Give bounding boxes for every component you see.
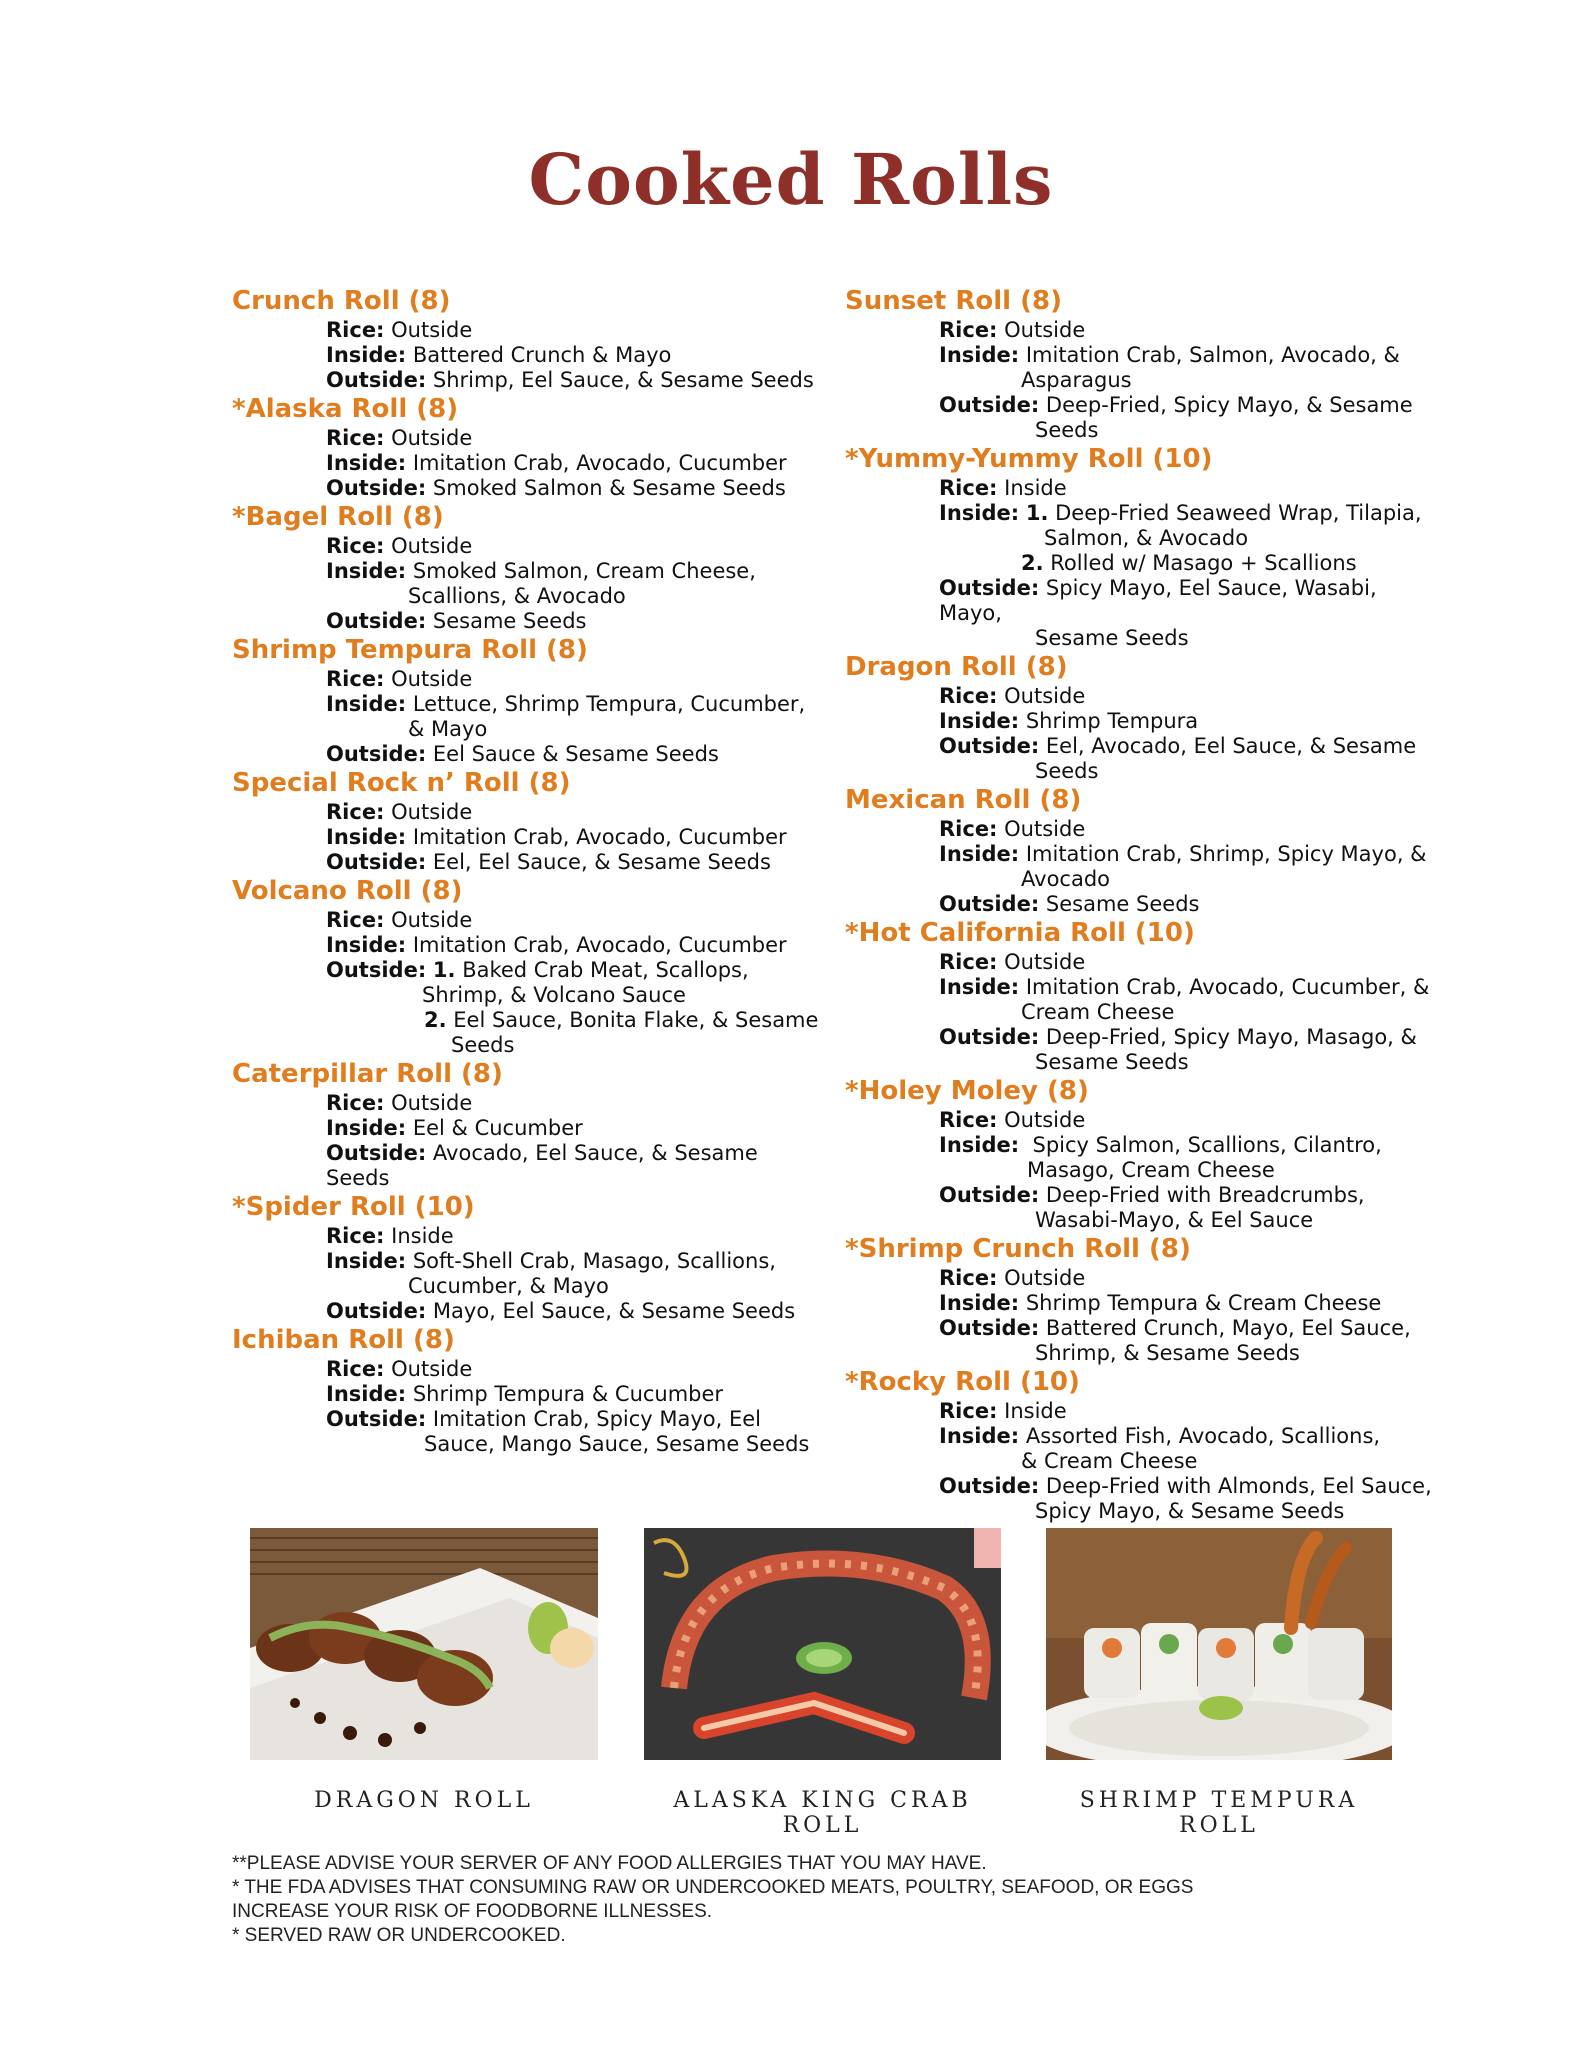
inside-line: Inside: Soft-Shell Crab, Masago, Scallions,: [326, 1249, 776, 1273]
outside-line: Outside: Eel, Avocado, Eel Sauce, & Sesame: [939, 734, 1417, 758]
outside-continued: Wasabi-Mayo, & Eel Sauce: [1035, 1208, 1314, 1232]
inside-line: Inside: Battered Crunch & Mayo: [326, 343, 672, 367]
roll-name: *Hot California Roll (10): [845, 918, 1195, 948]
outside-continued: Shrimp, & Sesame Seeds: [1035, 1341, 1300, 1365]
rice-line: Rice: Inside: [939, 1399, 1067, 1423]
rice-line: Rice: Outside: [326, 318, 473, 342]
dragon-roll-photo: [250, 1528, 598, 1760]
rice-line: Rice: Outside: [326, 908, 473, 932]
outside-line: Outside: Eel Sauce & Sesame Seeds: [326, 742, 719, 766]
roll-name: *Spider Roll (10): [232, 1192, 475, 1222]
outside-line: Outside: Imitation Crab, Spicy Mayo, Eel: [326, 1407, 762, 1431]
note-line: * SERVED RAW OR UNDERCOOKED.: [232, 1925, 566, 1946]
inside-line: Inside: Eel & Cucumber: [326, 1116, 583, 1140]
photo-caption: ALASKA KING CRAB ROLL: [673, 1788, 972, 1838]
inside-continued: Salmon, & Avocado: [1044, 526, 1249, 550]
roll-name: *Rocky Roll (10): [845, 1367, 1080, 1397]
outside-line: Outside: Spicy Mayo, Eel Sauce, Wasabi, Mayo,: [939, 576, 1377, 625]
menu-item: [232, 875, 822, 1058]
outside-line: Outside: 1. Baked Crab Meat, Scallops,: [326, 958, 749, 982]
outside-line: Outside: Deep-Fried, Spicy Mayo, & Sesame: [939, 393, 1413, 417]
roll-name: Sunset Roll (8): [845, 286, 1062, 316]
left-column: [232, 285, 822, 1457]
inside-line: Inside: 1. Deep-Fried Seaweed Wrap, Tilapia,: [939, 501, 1422, 525]
rice-line: Rice: Outside: [326, 1357, 473, 1381]
inside-line: Inside: Shrimp Tempura: [939, 709, 1199, 733]
note-line: INCREASE YOUR RISK OF FOODBORNE ILLNESSES.: [232, 1901, 713, 1922]
menu-item: [845, 285, 1445, 443]
outside-step-2: 2. Eel Sauce, Bonita Flake, & Sesame: [424, 1008, 819, 1032]
roll-name: *Yummy-Yummy Roll (10): [845, 444, 1213, 474]
rice-line: Rice: Outside: [939, 318, 1086, 342]
inside-continued: & Cream Cheese: [1021, 1449, 1198, 1473]
outside-line: Outside: Smoked Salmon & Sesame Seeds: [326, 476, 786, 500]
rice-line: Rice: Outside: [939, 1266, 1086, 1290]
roll-name: Mexican Roll (8): [845, 785, 1082, 815]
outside-line: Outside: Sesame Seeds: [326, 609, 587, 633]
menu-item: [845, 1233, 1445, 1366]
rice-line: Rice: Outside: [939, 684, 1086, 708]
allergy-notes: [232, 1852, 1382, 1948]
note-line: * THE FDA ADVISES THAT CONSUMING RAW OR UNDERCOOKED MEATS, POULTRY, SEAFOOD, OR EGGS: [232, 1877, 1194, 1898]
inside-line: Inside: Shrimp Tempura & Cream Cheese: [939, 1291, 1382, 1315]
roll-name: Shrimp Tempura Roll (8): [232, 635, 588, 665]
outside-continued: Sesame Seeds: [1035, 626, 1189, 650]
rice-line: Rice: Outside: [939, 950, 1086, 974]
menu-item: [232, 393, 822, 501]
outside-line: Outside: Mayo, Eel Sauce, & Sesame Seeds: [326, 1299, 796, 1323]
rice-line: Rice: Outside: [326, 426, 473, 450]
photo-strip: [0, 1528, 1582, 1768]
menu-item: [845, 917, 1445, 1075]
menu-item: [232, 634, 822, 767]
roll-name: Volcano Roll (8): [232, 876, 463, 906]
outside-continued: Seeds: [1035, 759, 1099, 783]
inside-line: Inside: Imitation Crab, Avocado, Cucumber: [326, 933, 787, 957]
outside-continued: Sesame Seeds: [1035, 1050, 1189, 1074]
photo-caption: DRAGON ROLL: [314, 1788, 534, 1813]
rice-line: Rice: Inside: [326, 1224, 454, 1248]
rice-line: Rice: Outside: [326, 800, 473, 824]
outside-continued: Spicy Mayo, & Sesame Seeds: [1035, 1499, 1345, 1523]
rice-line: Rice: Outside: [939, 1108, 1086, 1132]
rice-line: Rice: Outside: [326, 1091, 473, 1115]
rice-line: Rice: Inside: [939, 476, 1067, 500]
roll-name: *Bagel Roll (8): [232, 502, 444, 532]
menu-item: [232, 1058, 822, 1191]
outside-line: Outside: Sesame Seeds: [939, 892, 1200, 916]
rice-line: Rice: Outside: [326, 667, 473, 691]
alaska-king-crab-roll-photo: [644, 1528, 1001, 1760]
roll-name: Caterpillar Roll (8): [232, 1059, 503, 1089]
roll-name: Crunch Roll (8): [232, 286, 451, 316]
menu-item: [232, 767, 822, 875]
inside-continued: & Mayo: [408, 717, 488, 741]
inside-line: Inside: Imitation Crab, Avocado, Cucumber: [326, 825, 787, 849]
outside-continued: Sauce, Mango Sauce, Sesame Seeds: [424, 1432, 810, 1456]
menu-item: [845, 651, 1445, 784]
inside-continued: Scallions, & Avocado: [408, 584, 626, 608]
menu-item: [845, 1366, 1445, 1524]
menu-item: [845, 784, 1445, 917]
inside-step-2: 2. Rolled w/ Masago + Scallions: [1021, 551, 1357, 575]
roll-name: *Holey Moley (8): [845, 1076, 1089, 1106]
outside-line: Outside: Deep-Fried with Almonds, Eel Sauce,: [939, 1474, 1432, 1498]
inside-continued: Cream Cheese: [1021, 1000, 1175, 1024]
roll-name: Ichiban Roll (8): [232, 1325, 455, 1355]
page-title: Cooked Rolls: [528, 138, 1054, 221]
inside-line: Inside: Spicy Salmon, Scallions, Cilantro,: [939, 1133, 1382, 1157]
inside-line: Inside: Smoked Salmon, Cream Cheese,: [326, 559, 756, 583]
outside-line: Outside: Eel, Eel Sauce, & Sesame Seeds: [326, 850, 771, 874]
rice-line: Rice: Outside: [939, 817, 1086, 841]
inside-line: Inside: Assorted Fish, Avocado, Scallions,: [939, 1424, 1381, 1448]
inside-line: Inside: Lettuce, Shrimp Tempura, Cucumber,: [326, 692, 806, 716]
roll-name: Dragon Roll (8): [845, 652, 1068, 682]
outside-line: Outside: Deep-Fried, Spicy Mayo, Masago, &: [939, 1025, 1417, 1049]
outside-line: Outside: Shrimp, Eel Sauce, & Sesame Seeds: [326, 368, 814, 392]
right-column: [845, 285, 1445, 1524]
outside-continued: Shrimp, & Volcano Sauce: [422, 983, 686, 1007]
roll-name: Special Rock n’ Roll (8): [232, 768, 571, 798]
menu-item: [232, 1191, 822, 1324]
inside-line: Inside: Imitation Crab, Avocado, Cucumber, &: [939, 975, 1430, 999]
inside-continued: Asparagus: [1021, 368, 1132, 392]
inside-line: Inside: Imitation Crab, Salmon, Avocado, &: [939, 343, 1400, 367]
menu-item: [845, 443, 1445, 651]
inside-continued: Cucumber, & Mayo: [408, 1274, 609, 1298]
roll-name: *Alaska Roll (8): [232, 394, 459, 424]
inside-line: Inside: Imitation Crab, Shrimp, Spicy Mayo, &: [939, 842, 1427, 866]
rice-line: Rice: Outside: [326, 534, 473, 558]
shrimp-tempura-roll-photo: [1046, 1528, 1392, 1760]
note-line: **PLEASE ADVISE YOUR SERVER OF ANY FOOD ALLERGIES THAT YOU MAY HAVE.: [232, 1853, 987, 1874]
menu-item: [845, 1075, 1445, 1233]
outside-line: Outside: Avocado, Eel Sauce, & Sesame Seeds: [326, 1141, 758, 1190]
outside-line: Outside: Deep-Fried with Breadcrumbs,: [939, 1183, 1365, 1207]
menu-item: [232, 285, 822, 393]
outside-line: Outside: Battered Crunch, Mayo, Eel Sauce,: [939, 1316, 1411, 1340]
inside-line: Inside: Imitation Crab, Avocado, Cucumber: [326, 451, 787, 475]
inside-continued: Masago, Cream Cheese: [1027, 1158, 1275, 1182]
outside-continued: Seeds: [1035, 418, 1099, 442]
outside-continued: Seeds: [451, 1033, 515, 1057]
photo-caption: SHRIMP TEMPURA ROLL: [1079, 1788, 1359, 1838]
inside-continued: Avocado: [1021, 867, 1111, 891]
menu-item: [232, 501, 822, 634]
roll-name: *Shrimp Crunch Roll (8): [845, 1234, 1191, 1264]
menu-item: [232, 1324, 822, 1457]
inside-line: Inside: Shrimp Tempura & Cucumber: [326, 1382, 724, 1406]
